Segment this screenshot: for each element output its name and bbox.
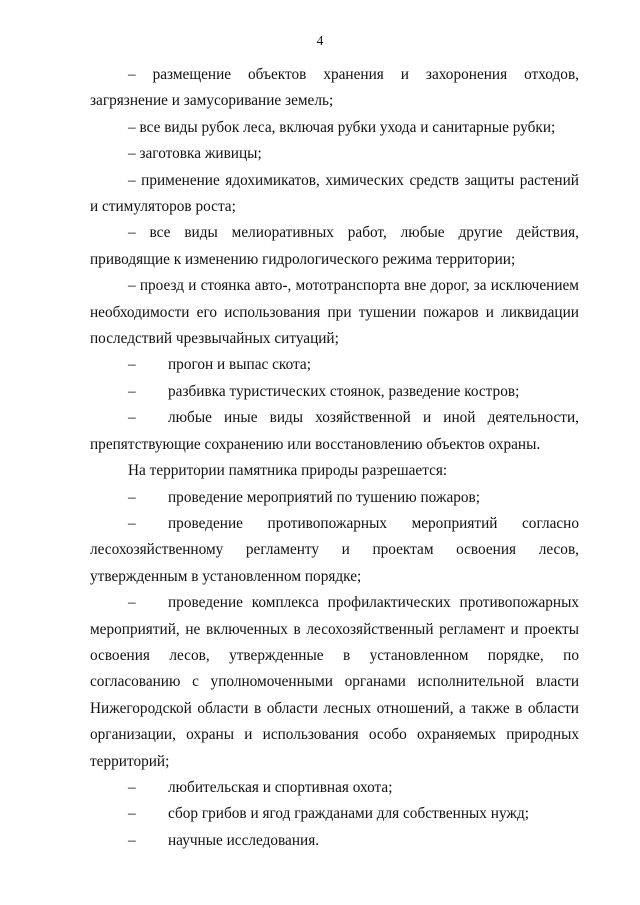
list-item-research	[90, 828, 579, 854]
list-item-text: прогон и выпас скота;	[168, 356, 311, 374]
paragraph-melioration: – все виды мелиоративных работ, любые другие действия, приводящие к изменению гидрологического режима территории;	[90, 224, 579, 268]
list-item-text: любые иные виды хозяйственной и иной деятельности, препятствующие сохранению или восстановлению объектов охраны.	[90, 409, 579, 453]
list-item-hunting	[90, 775, 579, 801]
paragraph-resin: – заготовка живицы;	[128, 145, 262, 163]
document-body	[90, 62, 579, 854]
list-item-text: научные исследования.	[168, 831, 320, 849]
list-dash: –	[128, 805, 136, 823]
list-dash: –	[128, 382, 136, 400]
list-item-prophylactic-measures	[90, 590, 579, 775]
list-item-firefighting	[90, 485, 579, 511]
list-item-cattle	[90, 352, 579, 378]
list-item-text: любительская и спортивная охота;	[168, 778, 393, 796]
paragraph-vehicles: – проезд и стоянка авто-, мототранспорта вне дорог, за исключением необходимости его использования при тушении пожаров и ликвидации последствий чрезвычайных ситуаций;	[90, 277, 579, 348]
list-dash: –	[128, 831, 136, 849]
list-item-mushrooms	[90, 801, 579, 827]
list-item-text: разбивка туристических стоянок, разведение костров;	[168, 382, 520, 400]
allowed-heading: На территории памятника природы разрешается:	[128, 462, 448, 480]
list-item-text: проведение противопожарных мероприятий согласно лесохозяйственному регламенту и проектам освоения лесов, утвержденным в установленном порядке;	[90, 514, 579, 585]
paragraph-logging: – все виды рубок леса, включая рубки ухода и санитарные рубки;	[128, 118, 556, 136]
list-item-fire-prevention	[90, 511, 579, 590]
list-item-text: проведение мероприятий по тушению пожаров;	[168, 488, 481, 506]
list-item-text: проведение комплекса профилактических противопожарных мероприятий, не включенных в лесохозяйственный регламент и проекты освоения лесов, утвержденные в установленном порядке, по согласованию с уполномоченными органами исполнительной власти Нижегородской области в области лесных отношений, а также в области организации, охраны и использования особо охраняемых природных территорий;	[90, 594, 579, 770]
list-dash: –	[128, 488, 136, 506]
list-item-camping	[90, 379, 579, 405]
list-dash: –	[128, 514, 136, 532]
list-dash: –	[128, 409, 136, 427]
list-dash: –	[128, 356, 136, 374]
paragraph-waste-placement: – размещение объектов хранения и захоронения отходов, загрязнение и замусоривание земель;	[90, 66, 579, 110]
list-item-other-activity	[90, 405, 579, 458]
page-number: 4	[316, 33, 324, 48]
paragraph-chemicals: – применение ядохимикатов, химических средств защиты растений и стимуляторов роста;	[90, 171, 579, 216]
list-dash: –	[128, 594, 136, 612]
list-dash: –	[128, 778, 136, 796]
list-item-text: сбор грибов и ягод гражданами для собственных нужд;	[168, 805, 529, 823]
